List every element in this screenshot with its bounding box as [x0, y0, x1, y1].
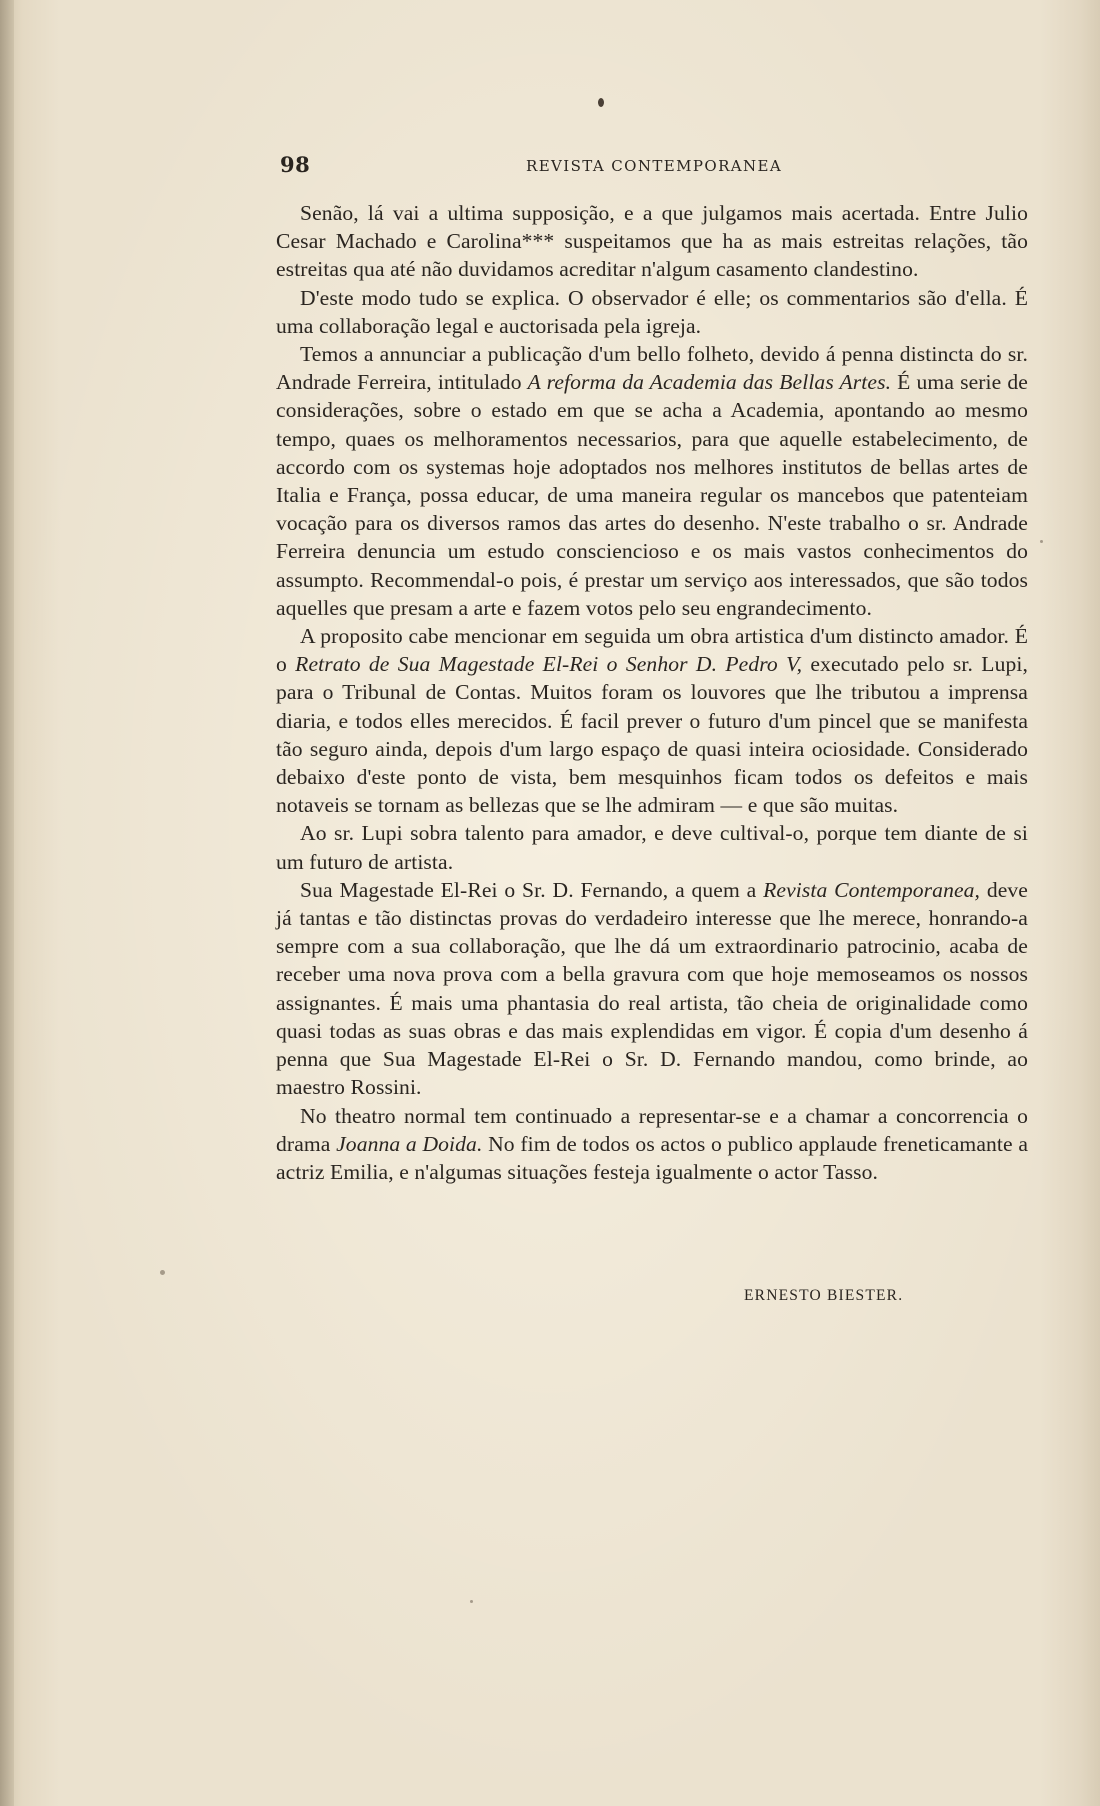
- paragraph-text: deve já tantas e tão distinctas provas do verdadeiro interesse que lhe merece, honrando-a sempre com a sua collaboração, que lhe dá um extraordinario patrocinio, acaba de receber uma nova prova com a bella gravura com que hoje memoseamos os nossos assignantes. É mais uma phantasia do real artista, tão cheia de originalidade como quasi todas as suas obras e das mais explendidas em vigor. É copia d'um desenho á penna que Sua Magestade El-Rei o Sr. D. Fernando mandou, como brinde, ao maestro Rossini.: [276, 877, 1028, 1100]
- paragraph-lupi: Ao sr. Lupi sobra talento para amador, e deve cultival-o, porque tem diante de si um futuro de artista.: [276, 821, 1028, 874]
- paragraph-folheto: [276, 340, 1028, 622]
- paragraph-retrato: [276, 622, 1028, 819]
- paragraph-supposition: Senão, lá vai a ultima supposição, e a que julgamos mais acertada. Entre Julio Cesar Machado e Carolina*** suspeitamos que ha as mais estreitas relações, tão estreitas qua até não duvidamos acreditar n'algum casamento clandestino.: [276, 201, 1028, 282]
- author-signature: ERNESTO BIESTER.: [744, 1287, 904, 1304]
- ink-dot: [598, 98, 604, 107]
- journal-name: Revista Contemporanea,: [763, 877, 981, 902]
- artwork-title: Retrato de Sua Magestade El-Rei o Senhor D. Pedro V,: [295, 652, 803, 677]
- paper-speck: [160, 1270, 165, 1275]
- paper-speck: [470, 1600, 473, 1603]
- paragraph-gravura: [276, 876, 1028, 1102]
- paragraph-text: Temos a annunciar a publicação d'um bello folheto, devido á penna distincta do sr. Andrade Ferreira, intitulado: [276, 342, 1028, 395]
- paragraph-text: A proposito cabe mencionar em seguida um obra artistica d'um distincto amador. É o: [276, 624, 1028, 677]
- page-number: 98: [280, 152, 311, 177]
- paragraph-text: É uma serie de considerações, sobre o estado em que se acha a Academia, apontando ao mesmo tempo, quaes os melhoramentos necessarios, para que aquelle estabelecimento, de accordo com os systemas hoje adoptados nos melhores institutos de bellas artes de Italia e França, possa educar, de uma maneira regular os mancebos que patenteiam vocação para os diversos ramos das artes do desenho. N'este trabalho o sr. Andrade Ferreira denuncia um estudo consciencioso e os mais vastos conhecimentos do assumpto. Recommendal-o pois, é prestar um serviço aos interessados, que são todos aquelles que presam a arte e fazem votos pelo seu engrandecimento.: [276, 370, 1028, 620]
- paragraph-explanation: D'este modo tudo se explica. O observador é elle; os commentarios são d'ella. É uma collaboração legal e auctorisada pela igreja.: [276, 285, 1028, 338]
- paragraph-text: Sua Magestade El-Rei o Sr. D. Fernando, a quem a: [300, 877, 764, 902]
- paragraph-theatro: [276, 1102, 1028, 1187]
- running-head: [276, 152, 1008, 182]
- article-body: [276, 199, 1028, 1186]
- journal-title: REVISTA CONTEMPORANEA: [526, 157, 783, 175]
- drama-title: Joanna a Doida.: [336, 1131, 483, 1156]
- page-edge-shadow: [0, 0, 14, 1806]
- paragraph-text: No fim de todos os actos o publico applaude freneticamante a actriz Emilia, e n'algumas situações festeja igualmente o actor Tasso.: [276, 1131, 1029, 1184]
- paper-speck: [1040, 540, 1043, 543]
- paragraph-text: No theatro normal tem continuado a representar-se e a chamar a concorrencia o drama: [276, 1103, 1028, 1156]
- paragraph-text: executado pelo sr. Lupi, para o Tribunal de Contas. Muitos foram os louvores que lhe tributou a imprensa diaria, e todos elles merecidos. É facil prever o futuro d'um pincel que se manifesta tão seguro ainda, depois d'um largo espaço de quasi inteira ociosidade. Considerado debaixo d'este ponto de vista, bem mesquinhos ficam todos os defeitos e mais notaveis se tornam as bellezas que se lhe admiram — e que são muitas.: [276, 652, 1028, 818]
- publication-title: A reforma da Academia das Bellas Artes.: [527, 370, 892, 395]
